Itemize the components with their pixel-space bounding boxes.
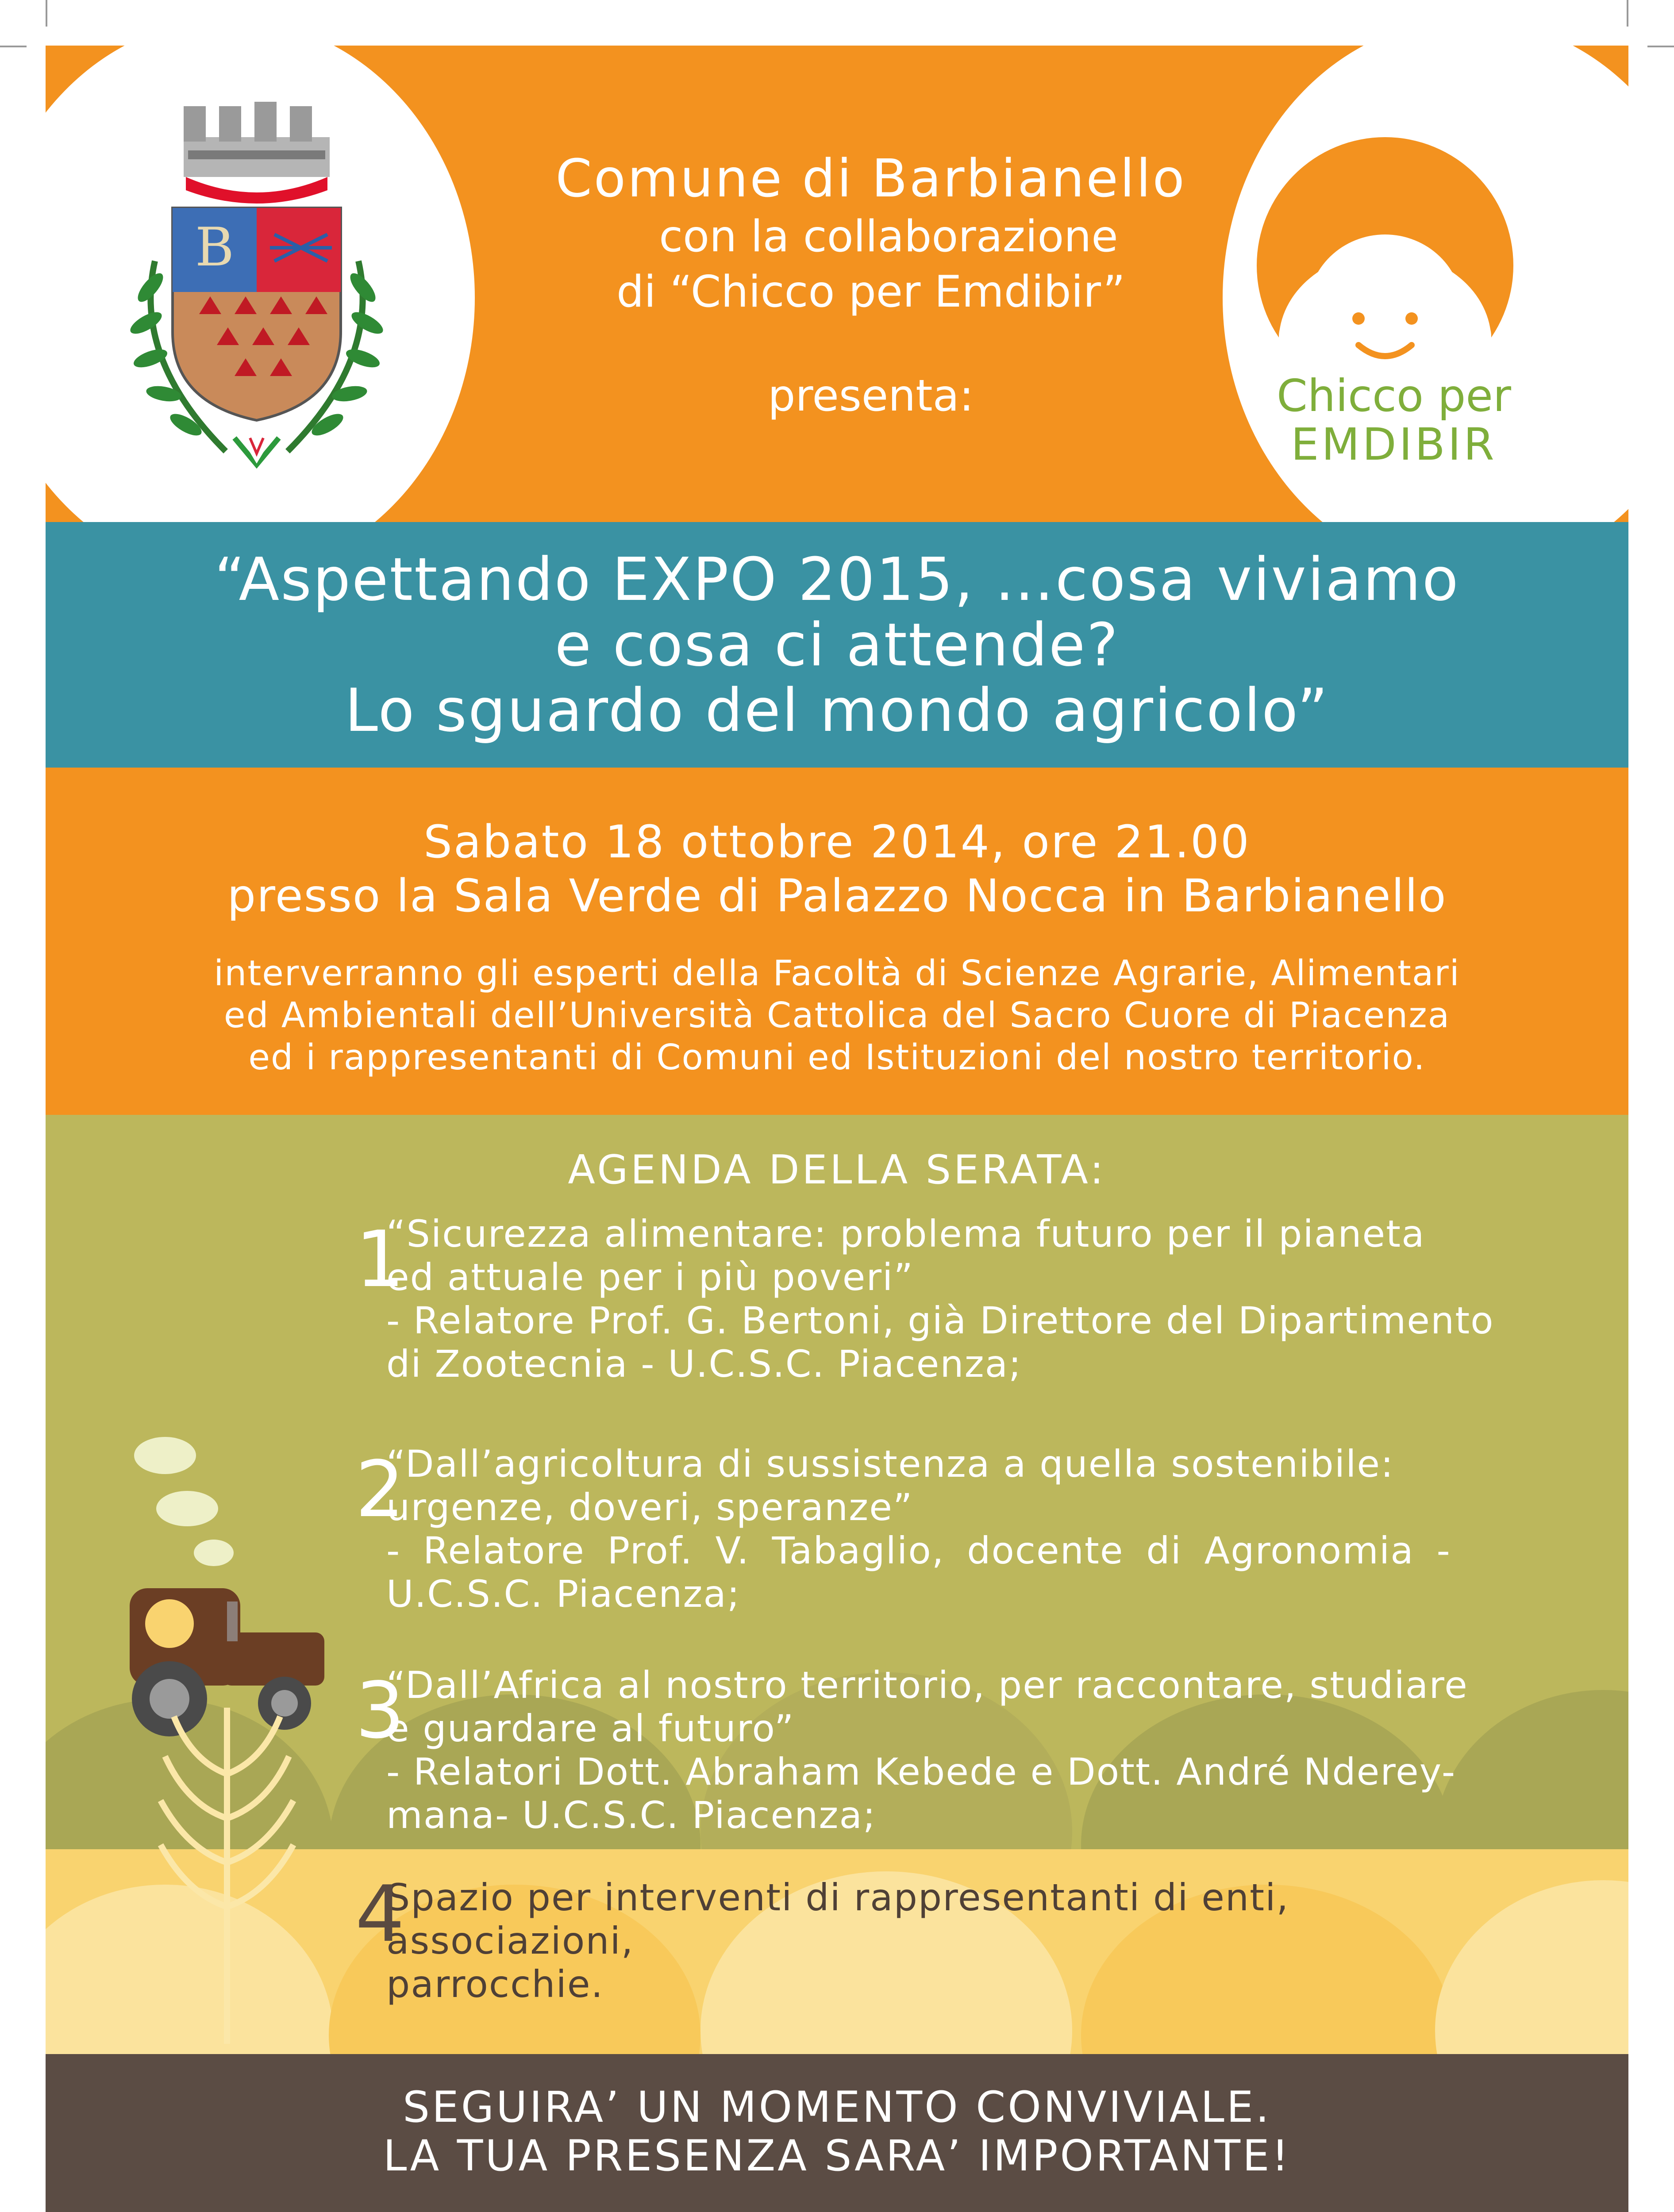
speakers-line3: ed i rappresentanti di Comuni ed Istituzioni del nostro territorio.	[248, 1037, 1426, 1078]
crop-mark	[1627, 0, 1628, 27]
footer-line1: SEGUIRA’ UN MOMENTO CONVIVIALE.	[403, 2082, 1271, 2132]
event-date: Sabato 18 ottobre 2014, ore 21.00	[423, 816, 1251, 868]
crop-mark	[46, 0, 47, 27]
agenda-item-line: “Sicurezza alimentare: problema futuro per il pianeta	[386, 1212, 1425, 1256]
agenda-item-line: di Zootecnia - U.C.S.C. Piacenza;	[386, 1342, 1022, 1386]
agenda-item-4	[355, 1870, 1519, 2006]
agenda-item-line: - Relatori Dott. Abraham Kebede e Dott. André Nderey-	[386, 1750, 1456, 1793]
chicco-logo	[1217, 133, 1562, 487]
agenda-item-line: - Relatore Prof. V. Tabaglio, docente di Agronomia -	[386, 1529, 1451, 1572]
agenda-item-number: 4	[355, 1870, 405, 1959]
agenda-item-line: - Relatore Prof. G. Bertoni, già Direttore del Dipartimento	[386, 1299, 1494, 1342]
agenda-item-line: urgenze, doveri, speranze”	[386, 1486, 913, 1529]
agenda-item-line: e guardare al futuro”	[386, 1707, 795, 1750]
agenda-item-number: 1	[355, 1215, 405, 1305]
agenda-item-2	[355, 1442, 1519, 1616]
agenda-section	[46, 1115, 1628, 2054]
crop-mark	[0, 46, 27, 47]
agenda-item-line: parrocchie.	[386, 1962, 604, 2006]
header-text	[484, 147, 1258, 424]
speakers-line2: ed Ambientali dell’Università Cattolica del Sacro Cuore di Piacenza	[223, 995, 1451, 1036]
agenda-item-line: mana- U.C.S.C. Piacenza;	[386, 1793, 877, 1837]
coat-of-arms-icon	[84, 84, 429, 482]
agenda-item-line: U.C.S.C. Piacenza;	[386, 1572, 741, 1616]
event-title-line2: e cosa ci attende?	[554, 610, 1120, 680]
title-band	[46, 522, 1628, 768]
agenda-title: AGENDA DELLA SERATA:	[568, 1147, 1106, 1193]
event-speakers	[112, 952, 1562, 1079]
event-place: presso la Sala Verde di Palazzo Nocca in Barbianello	[227, 870, 1447, 922]
speakers-line1: interverranno gli esperti della Facoltà di Scienze Agrarie, Alimentari	[214, 953, 1460, 994]
agenda-item-3	[355, 1663, 1519, 1837]
chicco-logo-text2: EMDIBIR	[1291, 419, 1497, 470]
header-line-comune: Comune di Barbianello	[555, 148, 1186, 209]
footer-line2: LA TUA PRESENZA SARA’ IMPORTANTE!	[383, 2131, 1291, 2181]
header-line-chicco: di “Chicco per Emdibir”	[616, 267, 1125, 317]
agenda-item-line: “Dall’agricoltura di sussistenza a quella sostenibile:	[386, 1442, 1394, 1486]
svg-text:B: B	[195, 217, 235, 278]
info-band	[46, 768, 1628, 1115]
event-title-line1: “Aspettando EXPO 2015, …cosa viviamo	[214, 545, 1460, 614]
chicco-logo-text1: Chicco per	[1276, 370, 1512, 422]
agenda-item-number: 3	[355, 1666, 405, 1756]
event-title	[214, 547, 1459, 743]
header-line-collaborazione: con la collaborazione	[659, 211, 1118, 262]
agenda-item-line: ed attuale per i più poveri”	[386, 1256, 914, 1299]
agenda-item-line: “Dall’Africa al nostro territorio, per raccontare, studiare	[386, 1663, 1468, 1707]
header-line-presenta: presenta:	[768, 371, 974, 421]
wheat-icon	[134, 1672, 320, 2044]
agenda-item-1	[355, 1212, 1519, 1386]
crop-mark	[1647, 46, 1674, 47]
event-title-line3: Lo sguardo del mondo agricolo”	[345, 676, 1329, 745]
agenda-item-number: 2	[355, 1445, 405, 1535]
footer-band	[46, 2054, 1628, 2212]
agenda-item-line: Spazio per interventi di rappresentanti di enti, associazioni,	[386, 1876, 1289, 1962]
